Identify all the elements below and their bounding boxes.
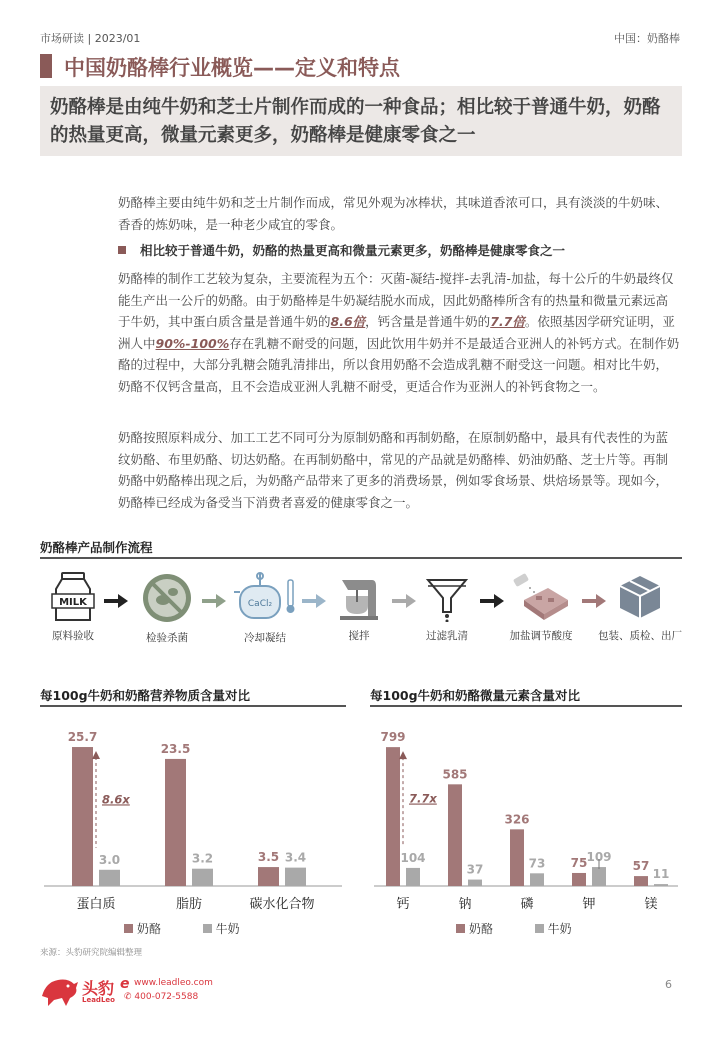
package-box-icon (616, 572, 664, 622)
footer-brand (40, 974, 220, 1010)
step-package-ship (595, 572, 685, 643)
bar-milk (406, 868, 420, 886)
text-segment: 奶酪棒的制作工艺较为复杂，主要流程为五个：灭菌-凝结-搅拌-去乳清-加盐，每十公斤的牛奶最终仅能生产出一公斤的奶酪。由于奶酪棒是牛奶凝结脱水而成，因此奶酪棒所含有的热量和微量元素远高于牛奶，其中蛋白质含量是普通牛奶的 (118, 271, 674, 329)
category-label: 蛋白质 (76, 897, 116, 912)
data-label: 3.0 (98, 852, 121, 867)
page-number: 6 (665, 978, 672, 991)
bar-cheese (448, 784, 462, 886)
bar-milk (285, 868, 306, 886)
data-label: 3.4 (284, 850, 307, 865)
paragraph-types: 奶酪按照原料成分、加工工艺不同可分为原制奶酪和再制奶酪，在原制奶酪中，最具有代表性的为蓝纹奶酪、布里奶酪、切达奶酪。在再制奶酪中，常见的产品就是奶酪棒、奶油奶酪、芝士片等。再制奶酪中奶酪棒出现之后，为奶酪产品带来了更多的消费场景，例如零食场景、烘焙场景等。现如今，奶酪棒已经成为备受当下消费者喜爱的健康零食之一。 (118, 430, 669, 510)
paragraph-intro: 奶酪棒主要由纯牛奶和芝士片制作而成，常见外观为冰棒状，其味道香浓可口，具有淡淡的牛奶味、香香的炼奶味，是一种老少咸宜的零食。 (118, 195, 669, 232)
data-label: 109 (586, 850, 612, 865)
process-title: 奶酪棒产品制作流程 (40, 540, 153, 555)
highlight-protein: 8.6倍 (330, 314, 366, 329)
bar-cheese (165, 759, 186, 886)
bar-cheese (258, 867, 279, 886)
data-label: 3.2 (191, 851, 214, 866)
report-topic: 中国：奶酪棒 (614, 32, 680, 45)
bar-cheese (386, 747, 400, 886)
step-label: 原料验收 (52, 630, 94, 642)
chart2-divider (370, 705, 682, 707)
data-label: 23.5 (160, 741, 191, 756)
title-marker (40, 54, 52, 78)
bullet-heading (118, 241, 565, 259)
legend-label-milk: 牛奶 (215, 922, 240, 936)
category-label: 钙 (396, 897, 410, 912)
chart1-legend (124, 920, 240, 937)
bar-milk (468, 880, 482, 886)
top-bar (40, 30, 680, 46)
data-label: 104 (400, 850, 426, 865)
category-label: 镁 (644, 897, 658, 912)
data-label: 25.7 (67, 730, 98, 745)
summary-text: 奶酪棒是由纯牛奶和芝士片制作而成的一种食品；相比较于普通牛奶，奶酪的热量更高，微量元素更多，奶酪棒是健康零食之一 (50, 97, 661, 146)
brand-name: 头豹 (82, 979, 115, 998)
category-label: 钾 (582, 897, 596, 912)
legend-swatch-cheese (456, 924, 465, 933)
chart1-divider (40, 705, 346, 707)
bar-cheese (72, 747, 93, 886)
bar-milk (654, 884, 668, 886)
svg-text:CaCl₂: CaCl₂ (247, 599, 273, 609)
chart1-title: 每100g牛奶和奶酪营养物质含量对比 (40, 688, 251, 703)
bar-cheese (634, 876, 648, 886)
legend-swatch-milk (203, 924, 212, 933)
step-label: 冷却凝结 (244, 632, 286, 644)
bullet-text: 相比较于普通牛奶，奶酪的热量更高和微量元素更多，奶酪棒是健康零食之一 (140, 243, 566, 258)
annotation-multiplier: 7.7x (409, 791, 437, 806)
chart2-title: 每100g牛奶和奶酪微量元素含量对比 (370, 688, 581, 703)
svg-text:MILK: MILK (59, 597, 87, 608)
data-label: 11 (652, 867, 670, 882)
milk-carton-icon (50, 572, 96, 622)
footer-site[interactable]: www.leadleo.com (134, 978, 213, 988)
leopard-logo-icon (40, 974, 80, 1008)
bar-milk (530, 873, 544, 886)
process-divider (40, 557, 682, 559)
tank-thermometer-icon (230, 572, 300, 624)
text-segment: 存在乳糖不耐受的问题，因此饮用牛奶并不是最适合亚洲人的补钙方式。在制作奶酪的过程中，大部分乳糖会随乳清排出，所以食用奶酪不会造成乳糖不耐受这一问题。相对比牛奶，奶酪不仅钙含量高，且不会造成亚洲人乳糖不耐受，更适合作为亚洲人的补钙食物之一。 (118, 335, 680, 394)
legend-label-cheese: 奶酪 (137, 922, 162, 936)
funnel-filter-icon (424, 572, 470, 622)
data-label: 326 (504, 812, 530, 827)
data-label: 799 (380, 730, 406, 745)
data-label: 585 (442, 767, 468, 782)
bar-milk (192, 869, 213, 886)
salt-cheese-icon (510, 572, 572, 622)
germ-prohibited-icon (141, 572, 193, 624)
annotation-arrow-icon (399, 751, 407, 759)
page-title: 中国奶酪棒行业概览——定义和特点 (64, 56, 400, 80)
paragraph-process (118, 268, 680, 397)
phone-number: 400-072-5588 (134, 992, 199, 1002)
legend-swatch-cheese (124, 924, 133, 933)
step-sterilize (122, 572, 212, 645)
step-label: 加盐调节酸度 (509, 630, 573, 642)
data-label: 57 (632, 859, 650, 874)
bar-cheese (572, 873, 586, 886)
e-logo-icon: e (120, 976, 130, 992)
step-add-salt (496, 572, 586, 643)
legend-label-cheese: 奶酪 (469, 922, 494, 936)
bar-milk (592, 867, 606, 886)
step-label: 包装、质检、出厂 (598, 630, 682, 642)
text-segment: 。依照基因学研究证明，亚洲人中 (118, 314, 675, 351)
category-label: 钠 (458, 897, 472, 912)
data-label: 75 (570, 855, 588, 870)
legend-label-milk: 牛奶 (547, 922, 572, 936)
annotation-arrow-icon (92, 751, 100, 759)
category-label: 碳水化合物 (249, 897, 315, 912)
bar-milk (99, 870, 120, 886)
step-label: 过滤乳清 (426, 630, 468, 642)
summary-banner (40, 86, 682, 156)
chart2-legend (456, 920, 572, 937)
stand-mixer-icon (334, 572, 384, 622)
step-cool-coagulate (220, 572, 310, 645)
data-label: 37 (466, 862, 484, 877)
report-tag: 市场研读 | 2023/01 (40, 32, 141, 45)
process-flow (40, 572, 690, 652)
brand-name-en: LeadLeo (82, 996, 115, 1004)
data-label: 73 (528, 856, 546, 871)
highlight-lactose: 90%-100% (155, 335, 230, 351)
step-filter-whey (402, 572, 492, 643)
text-segment: ，钙含量是普通牛奶的 (365, 314, 491, 329)
data-label: 3.5 (257, 850, 280, 865)
highlight-calcium: 7.7倍 (490, 314, 525, 329)
chart-minerals (370, 712, 682, 914)
bullet-square-icon (118, 246, 126, 254)
step-stir (314, 572, 404, 643)
source-note: 来源：头豹研究院编辑整理 (40, 948, 143, 958)
category-label: 磷 (520, 897, 534, 912)
step-label: 检验杀菌 (146, 632, 188, 644)
step-label: 搅拌 (348, 630, 370, 642)
phone-icon: ✆ (124, 992, 132, 1002)
annotation-multiplier: 8.6x (102, 792, 130, 807)
category-label: 脂肪 (175, 897, 203, 912)
footer-phone (124, 992, 198, 1002)
legend-swatch-milk (535, 924, 544, 933)
bar-cheese (510, 829, 524, 886)
chart-nutrients (40, 712, 346, 914)
